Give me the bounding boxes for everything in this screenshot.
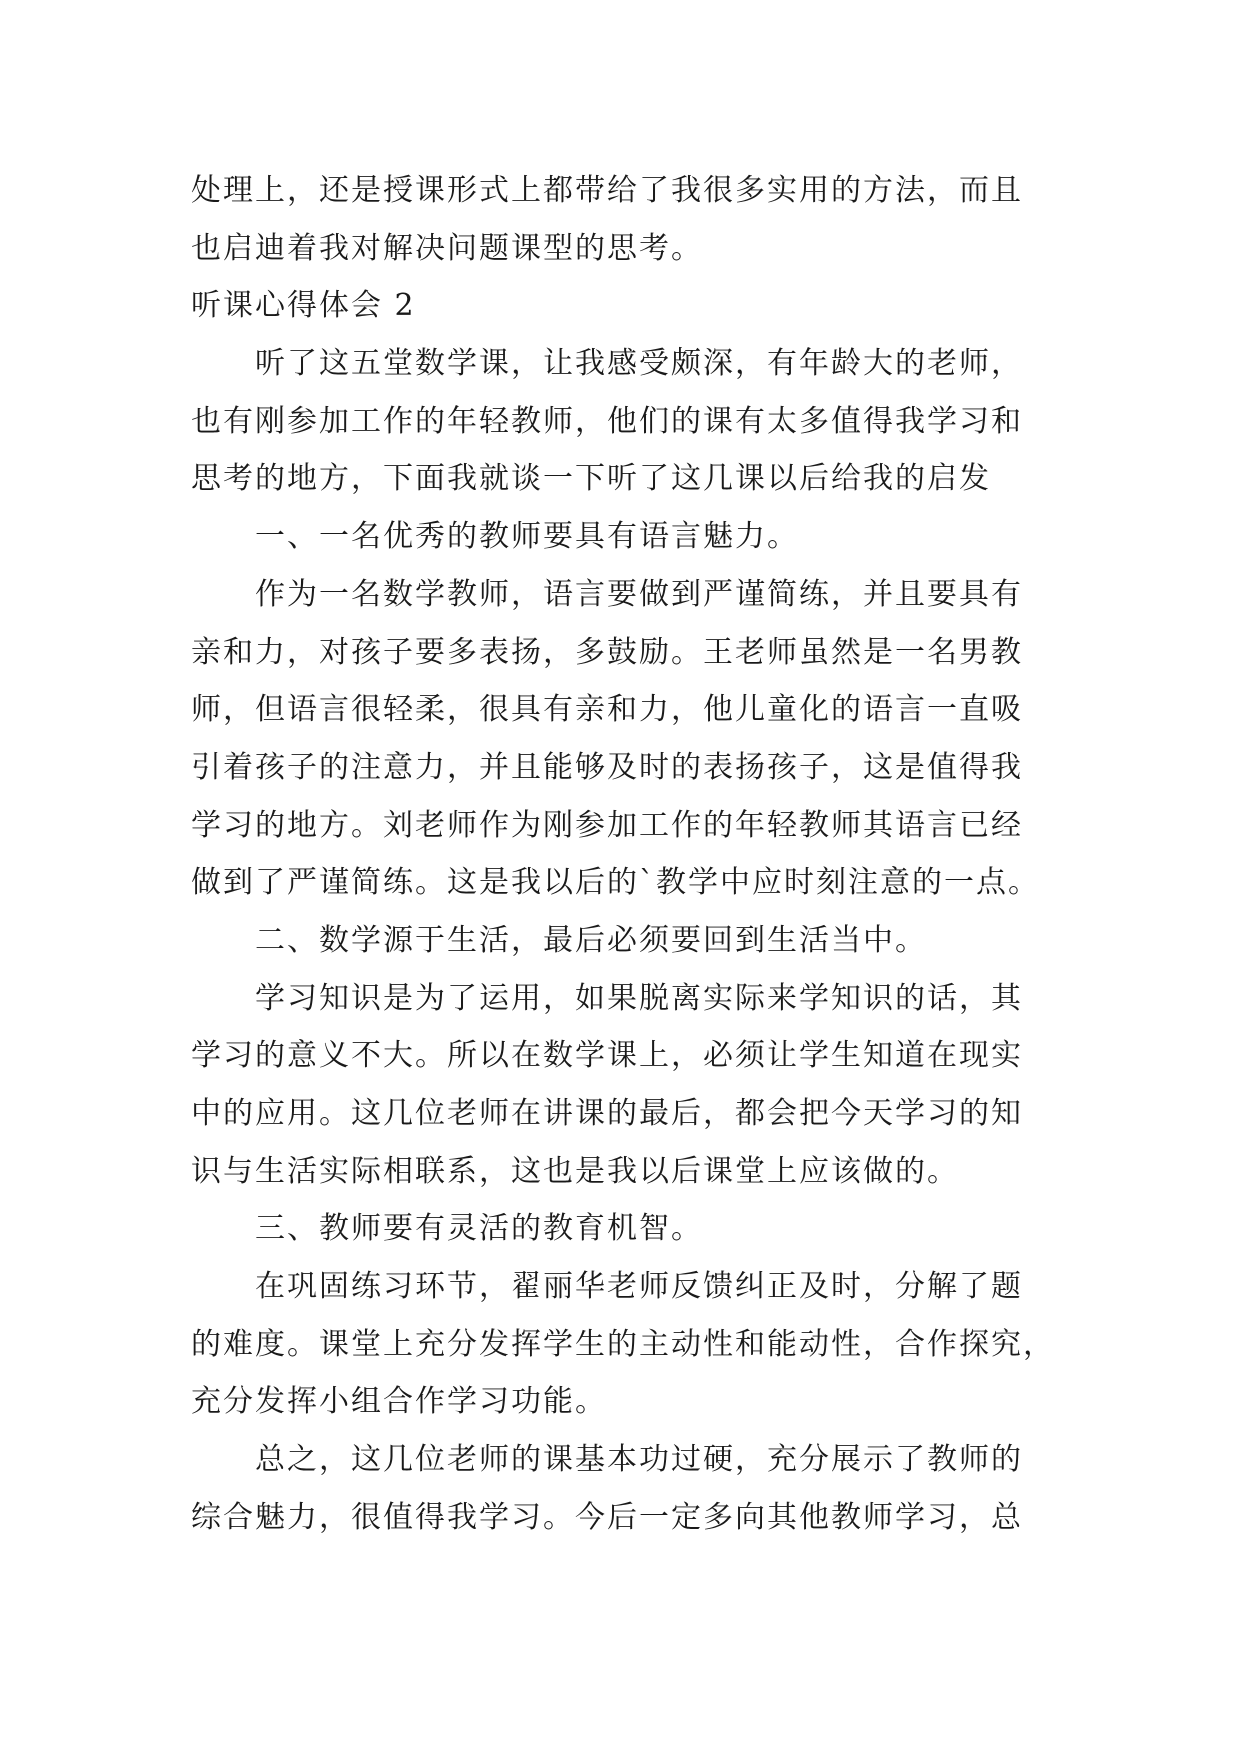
text-line: 综合魅力，很值得我学习。今后一定多向其他教师学习，总	[191, 1499, 1023, 1535]
text-line: 的难度。课堂上充分发挥学生的主动性和能动性，合作探究，	[191, 1326, 1055, 1362]
text-line: 识与生活实际相联系，这也是我以后课堂上应该做的。	[191, 1153, 959, 1189]
text-line: 听了这五堂数学课，让我感受颇深，有年龄大的老师，	[255, 346, 1023, 382]
text-line: 在巩固练习环节，翟丽华老师反馈纠正及时，分解了题	[255, 1269, 1023, 1305]
text-line: 学习的地方。刘老师作为刚参加工作的年轻教师其语言已经	[191, 807, 1023, 843]
text-line: 处理上，还是授课形式上都带给了我很多实用的方法，而且	[191, 173, 1023, 208]
text-line: 思考的地方，下面我就谈一下听了这几课以后给我的启发	[191, 461, 991, 497]
text-line: 中的应用。这几位老师在讲课的最后，都会把今天学习的知	[191, 1096, 1023, 1131]
text-line: 总之，这几位老师的课基本功过硬，充分展示了教师的	[255, 1442, 1023, 1478]
point-heading: 一、一名优秀的教师要具有语言魅力。	[255, 519, 799, 555]
point-heading: 二、数学源于生活，最后必须要回到生活当中。	[255, 922, 927, 958]
text-line: 引着孩子的注意力，并且能够及时的表扬孩子，这是值得我	[191, 749, 1023, 785]
text-line: 亲和力，对孩子要多表扬，多鼓励。王老师虽然是一名男教	[191, 634, 1023, 670]
text-line: 做到了严谨简练。这是我以后的`教学中应时刻注意的一点。	[191, 865, 1040, 901]
text-line: 充分发挥小组合作学习功能。	[191, 1384, 607, 1420]
document-body	[191, 162, 1071, 1547]
text-line: 学习的意义不大。所以在数学课上，必须让学生知道在现实	[191, 1038, 1023, 1074]
text-line: 也启迪着我对解决问题课型的思考。	[191, 230, 703, 266]
text-line: 学习知识是为了运用，如果脱离实际来学知识的话，其	[255, 980, 1023, 1016]
text-line: 师，但语言很轻柔，很具有亲和力，他儿童化的语言一直吸	[191, 692, 1023, 728]
section-heading: 听课心得体会 2	[191, 288, 416, 324]
point-heading: 三、教师要有灵活的教育机智。	[255, 1211, 703, 1247]
text-line: 作为一名数学教师，语言要做到严谨简练，并且要具有	[255, 576, 1023, 612]
text-line: 也有刚参加工作的年轻教师，他们的课有太多值得我学习和	[191, 403, 1023, 439]
